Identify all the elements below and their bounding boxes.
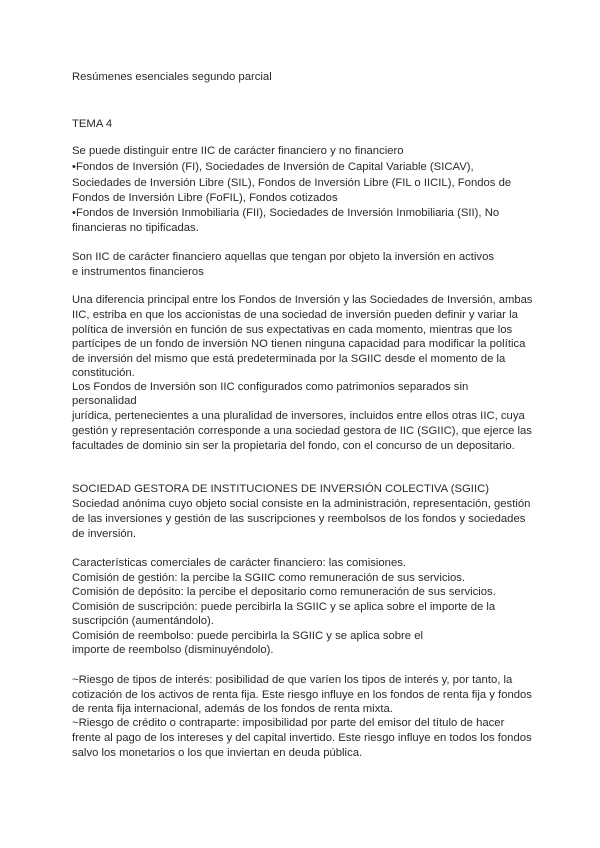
text-line: Comisión de gestión: la percibe la SGIIC como remuneración de sus servicios. [72,572,466,584]
section-heading: TEMA 4 [72,118,113,130]
text-line: cotización de los activos de renta fija. Este riesgo influye en los fondos de renta fija y fondos [72,689,532,701]
text-line: financieras no tipificadas. [72,222,199,234]
text-line: política de inversión en función de sus expectativas en cada momento, mientras que los [72,324,513,336]
text-line: Fondos de Inversión Libre (FoFIL), Fondos cotizados [72,192,338,204]
text-line: •Fondos de Inversión Inmobiliaria (FII), Sociedades de Inversión Inmobiliaria (SII), No [72,207,500,219]
text-line: Una diferencia principal entre los Fondos de Inversión y las Sociedades de Inversión, ambas [72,294,533,306]
text-line: Comisión de suscripción: puede percibirla la SGIIC y se aplica sobre el importe de la [72,601,496,613]
text-line: ~Riesgo de crédito o contraparte: imposibilidad por parte del emisor del título de hacer [72,717,505,729]
text-line: Comisión de depósito: la percibe el depositario como remuneración de sus servicios. [72,586,496,598]
text-line: IIC, estriba en que los accionistas de una sociedad de inversión pueden definir y variar la [72,309,518,321]
text-line: de inversión del mismo que está predeterminada por la SGIIC desde el momento de la [72,353,506,365]
text-line: salvo los monetarios o los que inviertan en deuda pública. [72,747,363,759]
text-line: personalidad [72,395,137,407]
text-line: constitución. [72,367,135,379]
text-line: jurídica, pertenecientes a una pluralidad de inversores, incluidos entre ellos otras IIC, cuya [72,410,525,422]
text-line: partícipes de un fondo de inversión NO tienen ninguna capacidad para modificar la política [72,338,526,350]
text-line: Sociedad anónima cuyo objeto social consiste en la administración, representación, gestión [72,498,531,510]
text-line: frente al pago de los intereses y del capital invertido. Este riesgo influye en todos los fondos [72,732,532,744]
text-line: de las inversiones y gestión de las suscripciones y reembolsos de los fondos y sociedades [72,513,526,525]
text-line: facultades de dominio sin ser la propietaria del fondo, con el concurso de un depositario. [72,440,515,452]
text-line: Características comerciales de carácter financiero: las comisiones. [72,557,407,569]
text-line: suscripción (aumentándolo). [72,615,214,627]
text-line: de renta fija internacional, además de los fondos de renta mixta. [72,703,393,715]
text-line: de inversión. [72,528,137,540]
text-line: Son IIC de carácter financiero aquellas que tengan por objeto la inversión en activos [72,251,495,263]
text-line: Se puede distinguir entre IIC de carácter financiero y no financiero [72,145,404,157]
text-line: Los Fondos de Inversión son IIC configurados como patrimonios separados sin [72,381,469,393]
text-line: Sociedades de Inversión Libre (SIL), Fondos de Inversión Libre (FIL o IICIL), Fondos de [72,177,512,189]
text-line: importe de reembolso (disminuyéndolo). [72,644,274,656]
text-line: gestión y representación corresponde a una sociedad gestora de IIC (SGIIC), que ejerce las [72,425,532,437]
text-line: •Fondos de Inversión (FI), Sociedades de Inversión de Capital Variable (SICAV), [72,161,474,173]
document-title: Resúmenes esenciales segundo parcial [72,71,272,83]
text-line: e instrumentos financieros [72,266,204,278]
text-line: ~Riesgo de tipos de interés: posibilidad de que varíen los tipos de interés y, por tanto, la [72,674,513,686]
text-line: Comisión de reembolso: puede percibirla la SGIIC y se aplica sobre el [72,630,424,642]
section-heading: SOCIEDAD GESTORA DE INSTITUCIONES DE INVERSIÓN COLECTIVA (SGIIC) [72,483,490,495]
